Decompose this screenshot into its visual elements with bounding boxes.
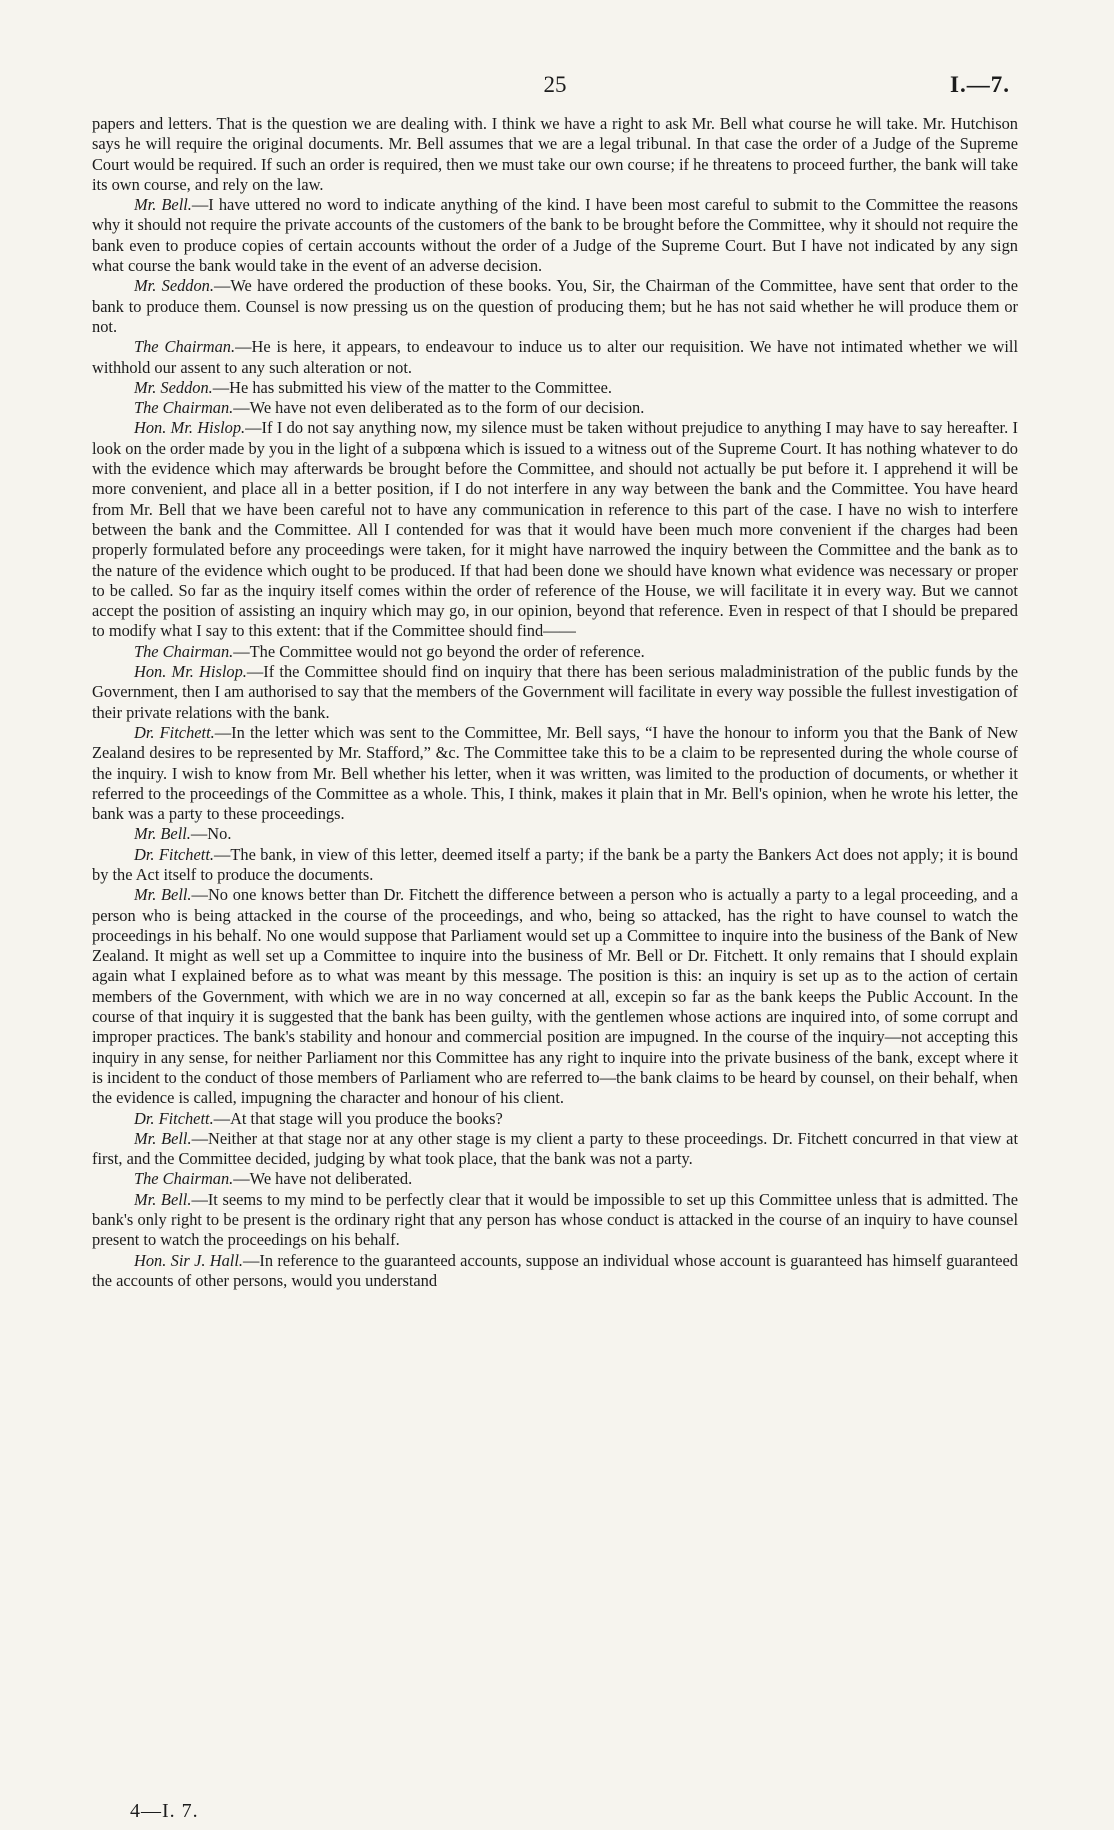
speaker-name: The Chairman. (134, 337, 236, 357)
transcript-paragraph (92, 1190, 1018, 1251)
speaker-name: Mr. Bell. (134, 195, 192, 215)
speech-text: —Neither at that stage nor at any other stage is my client a party to these proceedings. Dr. Fitchett concurred in that view at first, and the Committee decided, judging by what took place, that the bank was not a party. (92, 1128, 1018, 1169)
speech-text: —No. (190, 824, 232, 844)
speaker-name: Hon. Mr. Hislop. (134, 418, 246, 438)
transcript-paragraph (92, 885, 1018, 1108)
transcript-paragraph (92, 337, 1018, 378)
transcript-paragraph (92, 642, 1018, 662)
transcript-paragraph (92, 276, 1018, 337)
speaker-name: Mr. Bell. (134, 885, 192, 905)
speaker-name: Mr. Bell. (134, 1189, 192, 1209)
speaker-name: Mr. Bell. (134, 824, 191, 844)
transcript-paragraph (92, 1251, 1018, 1292)
speech-text: —I have uttered no word to indicate anything of the kind. I have been most careful to submit to the Committee the reasons why it should not require the private accounts of the customers of the bank to be brought before the Committee, why it should not require the bank even to produce copies of certain accounts without the order of a Judge of the Supreme Court. But I have not indicated by any sign what course the bank would take in the event of an adverse decision. (92, 195, 1019, 276)
page-header (92, 72, 1018, 108)
speaker-name: Hon. Mr. Hislop. (134, 662, 247, 682)
transcript-paragraph (92, 1129, 1018, 1170)
transcript-paragraph (92, 824, 1018, 844)
speech-text: —We have ordered the production of these books. You, Sir, the Chairman of the Committee, have sent that order to the bank to produce them. Counsel is now pressing us on the question of producing them; but he has not said whether he will produce them or not. (92, 276, 1018, 336)
speaker-name: Mr. Seddon. (134, 276, 214, 296)
speech-text: —In reference to the guaranteed accounts, suppose an individual whose account is guaranteed has himself guaranteed the accounts of other persons, would you understand (92, 1250, 1018, 1290)
speaker-name: The Chairman. (134, 398, 234, 418)
speech-text: papers and letters. That is the question we are dealing with. I think we have a right to ask Mr. Bell what course he will take. Mr. Hutchison says he will require the original documents. Mr. Bell assumes that we are a legal tribunal. In that case the order of a Judge of the Supreme Court would be required. If such an order is required, then we must take our own course; if he threatens to proceed further, the bank will take its own course, and rely on the law. (92, 114, 1018, 194)
speaker-name: The Chairman. (134, 1169, 234, 1189)
speech-text: —It seems to my mind to be perfectly clear that it would be impossible to set up this Committee unless that is admitted. The bank's only right to be present is the ordinary right that any person has whose conduct is attacked in the course of an inquiry to have counsel present to watch the proceedings on his behalf. (92, 1189, 1018, 1250)
paper-reference: I.—7. (950, 72, 1010, 97)
transcript-paragraph (92, 845, 1018, 886)
speech-text: —If I do not say anything now, my silence must be taken without prejudice to anything I may have to say hereafter. I look on the order made by you in the light of a subpœna which is issued to a witness out of the Supreme Court. It has nothing whatever to do with the evidence which may afterwards be brought before the Committee, and should not actually be put before it. I apprehend it will be more convenient, and place all in a better position, if I do not interfere in any way between the bank and the Committee. You have heard from Mr. Bell that we have been careful not to have any communication in reference to this part of the case. I have no wish to interfere between the bank and the Committee. All I contended for was that it would have been much more convenient if the charges had been properly formulated before any proceedings were taken, for it might have narrowed the inquiry between the Committee and the bank as to the nature of the evidence which ought to be produced. If that had been done we should have known what evidence was necessary or proper to be called. So far as the inquiry itself comes within the order of reference of the House, we will facilitate it in every way. But we cannot accept the position of assisting an inquiry which may go, in our opinion, beyond that reference. Even in respect of that I should be prepared to modify what I say to this extent: that if the Committee should find—— (92, 418, 1018, 641)
speech-text: —No one knows better than Dr. Fitchett the difference between a person who is actually a party to a legal proceeding, and a person who is being attacked in the course of the proceedings, and who, being so attacked, has the right to have counsel to watch the proceedings in his behalf. No one would suppose that Parliament would set up a Committee to inquire into the business of the Bank of New Zealand. It might as well set up a Committee to inquire into the business of Mr. Bell or Dr. Fitchett. It only remains that I should explain again what I explained before as to what was meant by this message. The position is this: an inquiry is set up as to the action of certain members of the Government, with which we are in no way concerned at all, excepin so far as the bank keeps the Public Account. In the course of that inquiry it is suggested that the bank has been guilty, with the gentlemen whose actions are inquired into, of some corrupt and improper practices. The bank's stability and honour and commercial position are impugned. In the course of the inquiry—not accepting this inquiry in any sense, for neither Parliament nor this Committee has any right to inquire into the private business of the bank, except where it is incident to the conduct of those members of Parliament who are referred to—the bank claims to be heard by counsel, on their behalf, when the evidence is called, impugning the character and honour of his client. (92, 885, 1019, 1108)
transcript-paragraph (92, 723, 1018, 824)
speech-text: —In the letter which was sent to the Committee, Mr. Bell says, “I have the honour to inform you that the Bank of New Zealand desires to be represented by Mr. Stafford,” &c. The Committee take this to be a claim to be represented during the whole course of the inquiry. I wish to know from Mr. Bell whether his letter, when it was written, was limited to the production of documents, or whether it referred to the proceedings of the Committee as a whole. This, I think, makes it plain that in Mr. Bell's opinion, when he wrote his letter, the bank was a party to these proceedings. (92, 722, 1018, 824)
speech-text: —He is here, it appears, to endeavour to induce us to alter our requisition. We have not intimated whether we will withhold our assent to any such alteration or not. (92, 337, 1019, 377)
speaker-name: Mr. Bell. (134, 1128, 192, 1148)
speaker-name: Mr. Seddon. (134, 377, 213, 397)
speaker-name: Dr. Fitchett. (134, 722, 215, 742)
transcript-paragraph (92, 418, 1018, 641)
speech-text: —At that stage will you produce the books? (213, 1108, 503, 1128)
speech-text: —We have not deliberated. (233, 1169, 413, 1189)
transcript-paragraph (92, 662, 1018, 723)
transcript-paragraph (92, 1109, 1018, 1129)
speech-text: —The Committee would not go beyond the order of reference. (233, 641, 645, 661)
speaker-name: The Chairman. (134, 641, 234, 661)
speaker-name: Hon. Sir J. Hall. (134, 1250, 243, 1270)
transcript-paragraph (92, 195, 1018, 276)
transcript-paragraph (92, 114, 1018, 195)
speech-text: —He has submitted his view of the matter to the Committee. (212, 377, 612, 397)
speech-text: —If the Committee should find on inquiry that there has been serious maladministration of the public funds by the Government, then I am authorised to say that the members of the Government will facilitate in every way possible the fullest investigation of their private relations with the bank. (92, 662, 1018, 722)
transcript-paragraph (92, 378, 1018, 398)
speaker-name: Dr. Fitchett. (134, 1108, 214, 1128)
speaker-name: Dr. Fitchett. (134, 844, 214, 864)
printer-signature: 4—I. 7. (130, 1800, 199, 1822)
speech-text: —We have not even deliberated as to the form of our decision. (233, 398, 645, 418)
transcript-body (92, 114, 1018, 1291)
transcript-paragraph (92, 398, 1018, 418)
transcript-paragraph (92, 1169, 1018, 1189)
speech-text: —The bank, in view of this letter, deemed itself a party; if the bank be a party the Bankers Act does not apply; it is bound by the Act itself to produce the documents. (92, 844, 1018, 884)
page-number: 25 (543, 72, 567, 97)
